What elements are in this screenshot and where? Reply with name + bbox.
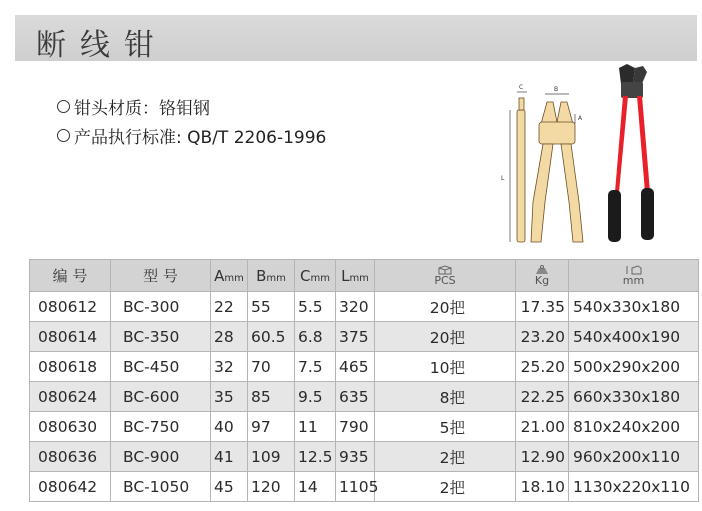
cell-b: 60.5 [248,322,295,352]
cell-kg: 17.35 [516,292,569,322]
col-header-b: Bmm [248,260,295,292]
cell-code: 080624 [30,382,111,412]
cell-pcs: 2把 [375,442,516,472]
col-header-size [569,260,699,292]
col-header-l: Lmm [336,260,375,292]
cell-l: 320 [336,292,375,322]
cell-code: 080630 [30,412,111,442]
cell-model: BC-600 [111,382,211,412]
cell-model: BC-900 [111,442,211,472]
cell-kg: 12.90 [516,442,569,472]
cell-pcs: 8把 [375,382,516,412]
cell-code: 080614 [30,322,111,352]
table-row [30,322,699,352]
circle-bullet-icon [57,100,70,113]
cell-pcs: 10把 [375,352,516,382]
spec-standard-text: 产品执行标准: QB/T 2206-1996 [74,128,327,148]
cell-model: BC-300 [111,292,211,322]
col-header-pcs [375,260,516,292]
cell-b: 70 [248,352,295,382]
cell-a: 41 [211,442,248,472]
cell-model: BC-750 [111,412,211,442]
cell-b: 85 [248,382,295,412]
carton-icon [626,265,642,275]
circle-bullet-icon [57,129,70,142]
cell-model: BC-1050 [111,472,211,502]
dim-label-a: A [578,115,583,122]
box-icon [438,265,452,275]
dim-label-l: L [501,175,505,182]
cell-code: 080612 [30,292,111,322]
dim-label-c: C [519,84,524,91]
cell-c: 14 [295,472,336,502]
cell-pcs: 2把 [375,472,516,502]
cell-size: 660x330x180 [569,382,699,412]
table-row [30,292,699,322]
cell-a: 35 [211,382,248,412]
col-header-a: Amm [211,260,248,292]
title-bar [15,15,697,61]
cell-pcs: 5把 [375,412,516,442]
cell-a: 32 [211,352,248,382]
product-figure [495,62,695,254]
dimension-drawing [517,98,583,242]
cell-l: 375 [336,322,375,352]
table-row [30,472,699,502]
weight-icon [535,265,549,275]
cell-l: 935 [336,442,375,472]
pcs-label: PCS [434,273,456,287]
cell-code: 080636 [30,442,111,472]
col-header-code: 编 号 [30,260,111,292]
cell-kg: 25.20 [516,352,569,382]
cell-a: 22 [211,292,248,322]
cell-b: 109 [248,442,295,472]
cell-size: 500x290x200 [569,352,699,382]
cell-kg: 23.20 [516,322,569,352]
cell-l: 635 [336,382,375,412]
cell-size: 540x330x180 [569,292,699,322]
cell-kg: 18.10 [516,472,569,502]
col-header-c: Cmm [295,260,336,292]
cell-l: 1105 [336,472,375,502]
cell-l: 465 [336,352,375,382]
table-header-row [30,260,699,292]
cell-size: 810x240x200 [569,412,699,442]
cell-code: 080642 [30,472,111,502]
cell-c: 6.8 [295,322,336,352]
col-header-model: 型 号 [111,260,211,292]
cell-pcs: 20把 [375,322,516,352]
cell-b: 120 [248,472,295,502]
cell-pcs: 20把 [375,292,516,322]
kg-label: Kg [534,273,550,287]
cell-model: BC-350 [111,322,211,352]
cell-l: 790 [336,412,375,442]
spec-material-text: 钳头材质：铬钼钢 [74,99,210,119]
cell-code: 080618 [30,352,111,382]
table-row [30,382,699,412]
cell-c: 9.5 [295,382,336,412]
cell-size: 1130x220x110 [569,472,699,502]
cell-a: 45 [211,472,248,502]
cell-a: 40 [211,412,248,442]
cell-a: 28 [211,322,248,352]
spec-material [57,94,210,119]
cell-b: 97 [248,412,295,442]
cell-b: 55 [248,292,295,322]
cell-c: 11 [295,412,336,442]
cell-kg: 22.25 [516,382,569,412]
cell-c: 5.5 [295,292,336,322]
bolt-cutter-drawing [495,62,695,254]
cell-size: 960x200x110 [569,442,699,472]
spec-table [29,259,699,502]
dim-label-b: B [554,86,559,93]
table-row [30,412,699,442]
cell-model: BC-450 [111,352,211,382]
cell-c: 12.5 [295,442,336,472]
page-title: 断线钳 [36,28,168,63]
cell-c: 7.5 [295,352,336,382]
table-body [30,292,699,502]
size-label: mm [622,273,645,287]
bolt-cutter-photo [608,64,654,242]
table-row [30,352,699,382]
spec-standard [57,123,326,148]
cell-size: 540x400x190 [569,322,699,352]
col-header-kg [516,260,569,292]
cell-kg: 21.00 [516,412,569,442]
table-row [30,442,699,472]
